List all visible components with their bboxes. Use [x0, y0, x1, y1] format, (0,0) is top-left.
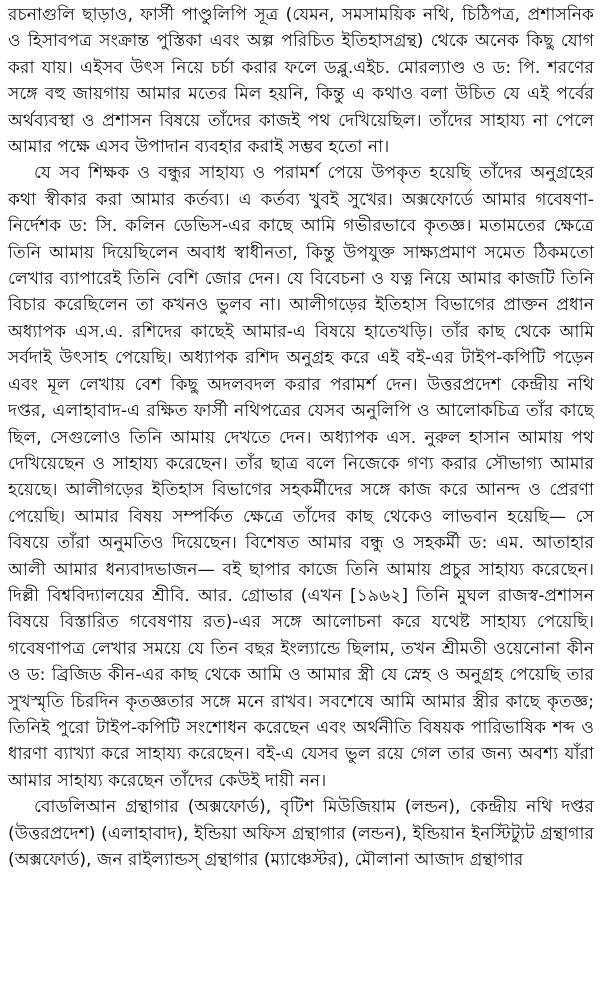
paragraph-libraries: বোডলিআন গ্রন্থাগার (অক্সফোর্ড), বৃটিশ মিউজিয়াম (লন্ডন), কেন্দ্রীয় নথি দপ্তর (উত্তরপ্রদেশ) (এলাহাবাদ), ইন্ডিয়া অফিস গ্রন্থাগার (লন্ডন), ইন্ডিয়ান ইনস্টিট্যুট গ্রন্থাগার (অক্সফোর্ড), জন রাইল্যান্ডস্ গ্রন্থাগার (ম্যাঞ্চেস্টর), মৌলানা আজাদ গ্রন্থাগার — [8, 797, 594, 870]
paragraph-manuscript-sources: রচনাগুলি ছাড়াও, ফার্সী পাণ্ডুলিপি সূত্র (যেমন, সমসাময়িক নথি, চিঠিপত্র, প্রশাসনিক ও হিসাবপত্র সংক্রান্ত পুস্তিকা এবং অল্প পরিচিত ইতিহাসগ্রন্থ) থেকে অনেক কিছু যোগ করা যায়। এইসব উৎস নিয়ে চর্চা করার ফলে ডব্লু.এইচ. মোরল্যাণ্ড ও ড: পি. শরণের সঙ্গে বহু জায়গায় আমার মতের মিল হয়নি, কিন্তু এ কথাও বলা উচিত যে এই পর্বের অর্থব্যবস্থা ও প্রশাসন বিষয়ে তাঁদের কাজই পথ দেখিয়েছিল। তাঁদের সাহায্য না পেলে আমার পক্ষে এসব উপাদান ব্যবহার করাই সম্ভব হতো না। — [8, 5, 594, 158]
paragraph-acknowledgements: যে সব শিক্ষক ও বন্ধুর সাহায্য ও পরামর্শ পেয়ে উপকৃত হয়েছি তাঁদের অনুগ্রহের কথা স্বীকার করা আমার কর্তব্য। এ কর্তব্য খুবই সুখের। অক্সফোর্ডে আমার গবেষণা-নির্দেশক ড: সি. কলিন ডেভিস-এর কাছে আমি গভীরভাবে কৃতজ্ঞ। মতামতের ক্ষেত্রে তিনি আমায় দিয়েছিলেন অবাধ স্বাধীনতা, কিন্তু উপযুক্ত সাক্ষ্যপ্রমাণ সমেত ঠিকমতো লেখার ব্যাপারেই তিনি বেশি জোর দেন। যে বিবেচনা ও যত্ন নিয়ে আমার কাজটি তিনি বিচার করেছিলেন তা কখনও ভুলব না। আলীগড়ের ইতিহাস বিভাগের প্রাক্তন প্রধান অধ্যাপক এস.এ. রশিদের কাছেই আমার-এ বিষয়ে হাতেখড়ি। তাঁর কাছ থেকে আমি সর্বদাই উৎসাহ পেয়েছি। অধ্যাপক রশিদ অনুগ্রহ করে এই বই-এর টাইপ-কপিটি পড়েন এবং মূল লেখায় বেশ কিছু অদলবদল করার পরামর্শ দেন। উত্তরপ্রদেশ কেন্দ্রীয় নথি দপ্তর, এলাহাবাদ-এ রক্ষিত ফার্সী নথিপত্রের যেসব অনুলিপি ও আলোকচিত্র তাঁর কাছে ছিল, সেগুলোও তিনি আমায় দেখতে দেন। অধ্যাপক এস. নুরুল হাসান আমায় পথ দেখিয়েছেন ও সাহায্য করেছেন। তাঁর ছাত্র বলে নিজেকে গণ্য করার সৌভাগ্য আমার হয়েছে। আলীগড়ের ইতিহাস বিভাগের সহকর্মীদের সঙ্গে কাজ করে আনন্দ ও প্রেরণা পেয়েছি। আমার বিষয় সম্পর্কিত ক্ষেত্রে তাঁদের কাছ থেকেও লাভবান হয়েছি— সে বিষয়ে তাঁরা অনুমতিও দিয়েছেন। বিশেষত আমার বন্ধু ও সহকর্মী ড: এম. আতাহার আলী আমার ধন্যবাদভাজন— বই ছাপার কাজে তিনি আমায় প্রচুর সাহায্য করেছেন। দিল্লী বিশ্ববিদ্যালয়ের শ্রীবি. আর. গ্রোভার (এখন [১৯৬২] তিনি মুঘল রাজস্ব-প্রশাসন বিষয়ে বিস্তারিত গবেষণায় রত)-এর সঙ্গে আলোচনা করে যথেষ্ট সাহায্য পেয়েছি। গবেষণাপত্র লেখার সময়ে যে তিন বছর ইংল্যান্ডে ছিলাম, তখন শ্রীমতী ওয়েনোনা কীন ও ড: ব্রিজিড কীন-এর কাছ থেকে আমি ও আমার স্ত্রী যে স্নেহ ও অনুগ্রহ পেয়েছি তার সুখস্মৃতি চিরদিন কৃতজ্ঞতার সঙ্গে মনে রাখব। সবশেষে আমি আমার স্ত্রীর কাছে কৃতজ্ঞ; তিনিই পুরো টাইপ-কপিটি সংশোধন করেছেন এবং অর্থনীতি বিষয়ক পারিভাষিক শব্দ ও ধারণা ব্যাখ্যা করে সাহায্য করেছেন। বই-এ যেসব ভুল রয়ে গেল তার জন্য অবশ্য যাঁরা আমার সাহায্য করেছেন তাঁদের কেউই দায়ী নন। — [8, 163, 594, 791]
